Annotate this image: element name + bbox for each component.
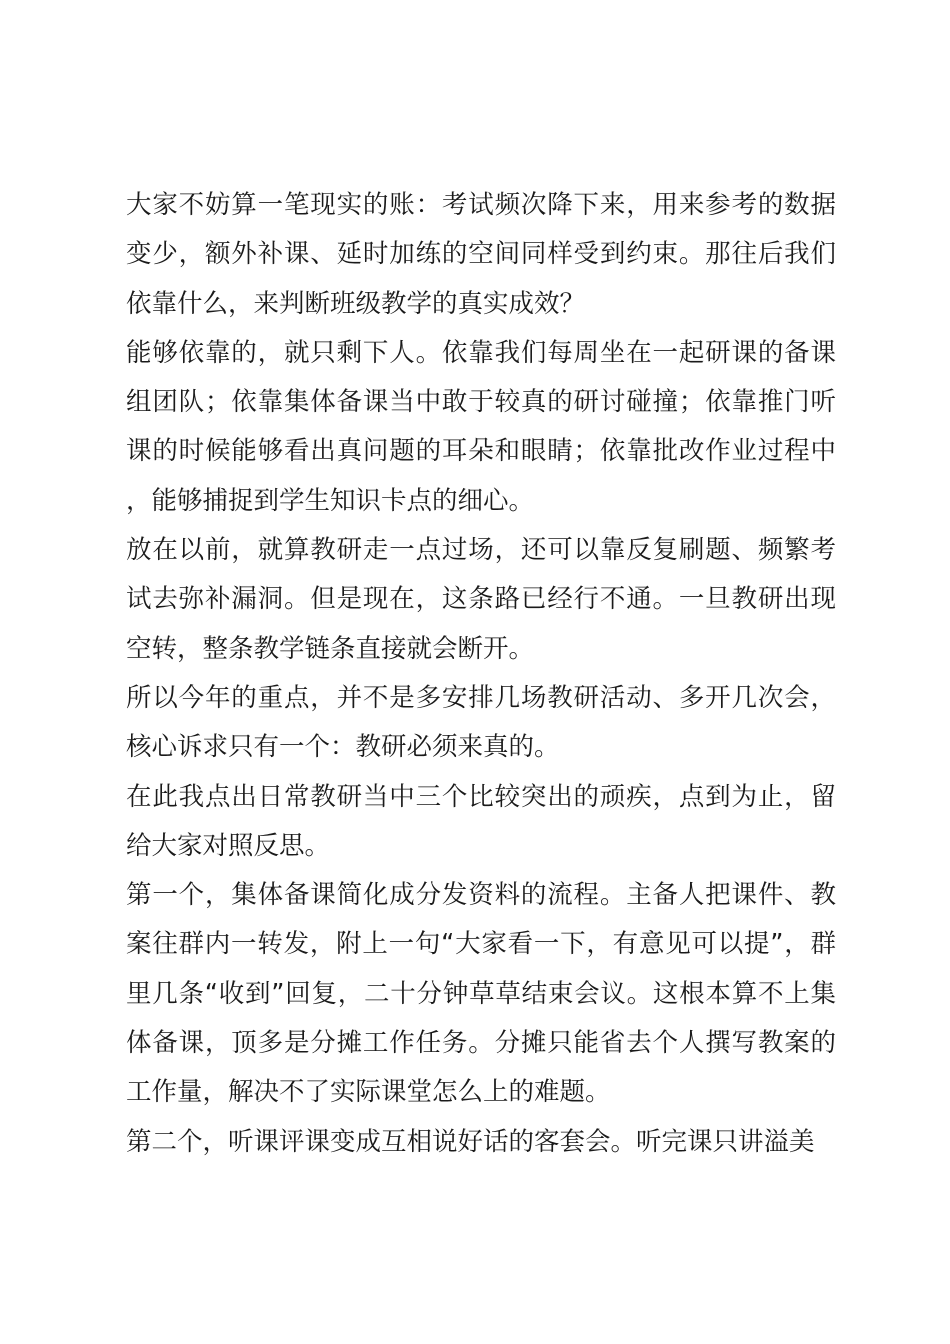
paragraph-6: 第一个，集体备课简化成分发资料的流程。主备人把课件、教案往群内一转发，附上一句“大家看一下，有意见可以提”，群里几条“收到”回复，二十分钟草草结束会议。这根本算不上集体备课，顶多是分摊工作任务。分摊只能省去个人撰写教案的工作量，解决不了实际课堂怎么上的难题。	[126, 880, 836, 1108]
paragraph-7: 第二个，听课评课变成互相说好话的客套会。听完课只讲溢美	[126, 1126, 815, 1157]
paragraph-4: 所以今年的重点，并不是多安排几场教研活动、多开几次会，核心诉求只有一个：教研必须来真的。	[126, 682, 836, 763]
paragraph-2: 能够依靠的，就只剩下人。依靠我们每周坐在一起研课的备课组团队；依靠集体备课当中敢于较真的研讨碰撞；依靠推门听课的时候能够看出真问题的耳朵和眼睛；依靠批改作业过程中，能够捕捉到学生知识卡点的细心。	[126, 337, 836, 516]
paragraph-3: 放在以前，就算教研走一点过场，还可以靠反复刷题、频繁考试去弥补漏洞。但是现在，这条路已经行不通。一旦教研出现空转，整条教学链条直接就会断开。	[126, 535, 836, 664]
document-body	[126, 181, 836, 1167]
paragraph-1: 大家不妨算一笔现实的账：考试频次降下来，用来参考的数据变少，额外补课、延时加练的空间同样受到约束。那往后我们依靠什么，来判断班级教学的真实成效？	[126, 190, 836, 319]
paragraph-5: 在此我点出日常教研当中三个比较突出的顽疾，点到为止，留给大家对照反思。	[126, 781, 836, 861]
